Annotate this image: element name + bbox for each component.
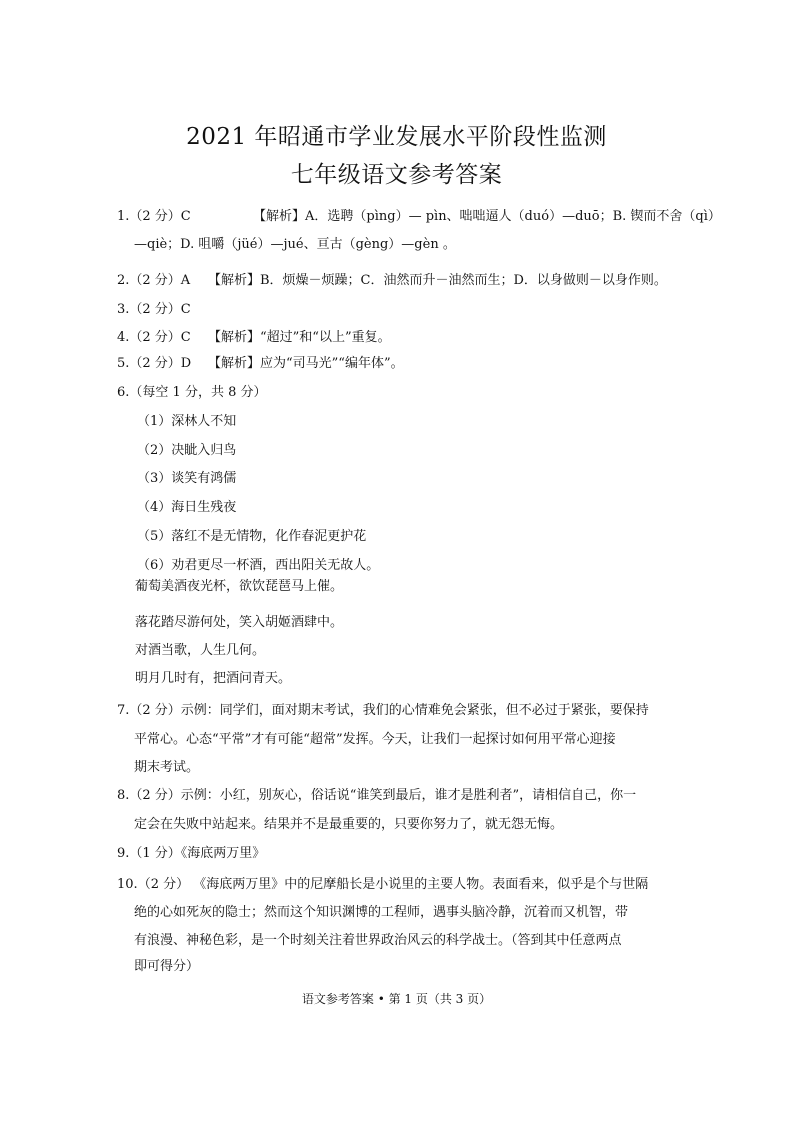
answer-number: 7. — [117, 703, 130, 718]
answer-10-line4: 即可得分） — [134, 959, 200, 974]
answer-7-line3: 期末考试。 — [134, 760, 200, 775]
answer-4 — [117, 329, 191, 347]
answer-score: （2 分）C — [129, 330, 191, 345]
answer-text: （2 分）示例：同学们，面对期末考试，我们的心情难免会紧张，但不必过于紧张，要保持 — [129, 703, 649, 718]
answer-8-line2: 定会在失败中站起来。结果并不是最重要的，只要你努力了，就无怨无悔。 — [134, 817, 564, 832]
answer-2-analysis: 【解析】B．烦燥－烦躁；C．油然而升－油然而生；D．以身做则－以身作则。 — [208, 273, 667, 288]
document-subtitle: 七年级语文参考答案 — [290, 162, 503, 188]
answer-1-analysis-cont: —qiè；D. 咀嚼（jüé）—jué、亘古（gèng）—gèn 。 — [134, 237, 456, 252]
fill-blank-extra-3: 对酒当歌，人生几何。 — [135, 643, 266, 658]
answer-score: （2 分）D — [129, 356, 192, 371]
fill-blank-extra-1: 葡萄美酒夜光杯，欲饮琵琶马上催。 — [135, 579, 344, 594]
analysis-label: 【解析】 — [253, 209, 306, 224]
answer-10-line1 — [117, 876, 648, 894]
answer-7-line1 — [117, 702, 649, 720]
fill-blank-extra-2: 落花踏尽游何处，笑入胡姬酒肆中。 — [135, 615, 344, 630]
answer-5-analysis: 【解析】应为“司马光”“编年体”。 — [208, 356, 404, 371]
answer-score: （2 分）C — [129, 209, 191, 224]
answer-1-score — [117, 208, 191, 226]
answer-10-line3: 有浪漫、神秘色彩，是一个时刻关注着世界政治风云的科学战士。（答到其中任意两点 — [134, 933, 622, 948]
answer-number: 5. — [117, 356, 130, 371]
answer-1-analysis — [253, 208, 721, 226]
fill-blank-5: （5）落红不是无情物，化作春泥更护花 — [137, 529, 367, 544]
answer-number: 2. — [117, 273, 130, 288]
answer-9 — [117, 845, 265, 863]
answer-number: 1. — [117, 209, 130, 224]
answer-number: 3. — [117, 302, 130, 317]
fill-blank-1: （1）深林人不知 — [137, 414, 237, 429]
fill-blank-2: （2）决眦入归鸟 — [137, 443, 237, 458]
answer-2 — [117, 272, 190, 290]
fill-blank-4: （4）海日生残夜 — [137, 500, 237, 515]
answer-score: （每空 1 分，共 8 分） — [129, 385, 267, 400]
answer-3 — [117, 301, 191, 319]
answer-number: 4. — [117, 330, 130, 345]
answer-6 — [117, 384, 266, 402]
fill-blank-3: （3）谈笑有鸿儒 — [137, 471, 237, 486]
fill-blank-extra-4: 明月几时有，把酒问青天。 — [135, 671, 292, 686]
answer-10-line2: 绝的心如死灰的隐士；然而这个知识渊博的工程师，遇事头脑冷静，沉着而又机智，带 — [134, 905, 629, 920]
document-title: 2021 年昭通市学业发展水平阶段性监测 — [186, 124, 607, 150]
answer-number: 10. — [117, 877, 138, 892]
page-footer: 语文参考答案 • 第 1 页（共 3 页） — [301, 992, 492, 1006]
answer-number: 6. — [117, 385, 130, 400]
answer-score: （2 分）A — [129, 273, 191, 288]
answer-text: （2 分） 《海底两万里》中的尼摩船长是小说里的主要人物。表面看来，似乎是个与世隔 — [137, 877, 649, 892]
answer-8-line1 — [117, 787, 636, 805]
answer-7-line2: 平常心。心态“平常”才有可能“超常”发挥。今天，让我们一起探讨如何用平常心迎接 — [134, 732, 616, 747]
answer-5 — [117, 355, 191, 373]
answer-text: （2 分）示例：小红，别灰心，俗话说“谁笑到最后，谁才是胜利者”，请相信自己，你一 — [129, 788, 637, 803]
answer-4-analysis: 【解析】“超过”和“以上”重复。 — [208, 330, 391, 345]
answer-number: 8. — [117, 788, 130, 803]
answer-text: （1 分）《海底两万里》 — [129, 846, 266, 861]
answer-score: （2 分）C — [129, 302, 191, 317]
analysis-text: A．选聘（pìng）— pìn、咄咄逼人（duó）—duō；B. 锲而不舍（qì） — [305, 209, 721, 224]
fill-blank-6: （6）劝君更尽一杯酒，西出阳关无故人。 — [137, 558, 380, 573]
answer-number: 9. — [117, 846, 130, 861]
